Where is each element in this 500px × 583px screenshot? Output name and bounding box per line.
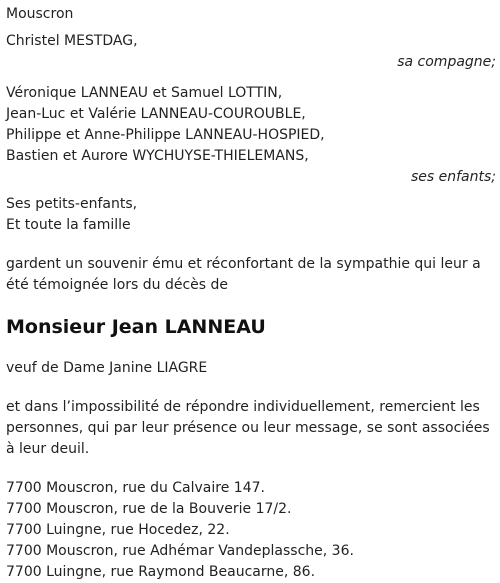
spacer	[6, 236, 496, 254]
spacer	[6, 379, 496, 397]
child-line: Jean-Luc et Valérie LANNEAU-COUROUBLE,	[6, 106, 306, 122]
spouse-name: Christel MESTDAG,	[6, 33, 138, 49]
widower-of: veuf de Dame Janine LIAGRE	[6, 360, 208, 376]
child-line: Philippe et Anne-Philippe LANNEAU-HOSPIED,	[6, 127, 325, 143]
address-line: 7700 Mouscron, rue du Calvaire 147.	[6, 480, 265, 496]
children-role: ses enfants;	[410, 169, 496, 185]
address-line: 7700 Luingne, rue Raymond Beaucarne, 86.	[6, 564, 316, 580]
family-line: Ses petits-enfants,	[6, 196, 138, 212]
spacer	[6, 296, 496, 314]
spouse-role: sa compagne;	[397, 54, 496, 70]
address-line: 7700 Luingne, rue Hocedez, 22.	[6, 522, 230, 538]
deceased-name: Monsieur Jean LANNEAU	[6, 316, 266, 338]
child-line: Véronique LANNEAU et Samuel LOTTIN,	[6, 85, 283, 101]
thanks-paragraph: et dans l’impossibilité de répondre individuellement, remercient les personnes, qui par leur présence ou leur message, se sont associées à leur deuil.	[6, 399, 490, 457]
address-line: 7700 Mouscron, rue de la Bouverie 17/2.	[6, 501, 292, 517]
family-line: Et toute la famille	[6, 217, 131, 233]
spacer	[6, 73, 496, 83]
intro-paragraph: gardent un souvenir ému et réconfortant de la sympathie qui leur a été témoignée lors du décès de	[6, 256, 481, 293]
child-line: Bastien et Aurore WYCHUYSE-THIELEMANS,	[6, 148, 309, 164]
spacer	[6, 340, 496, 358]
thank-you-notice	[6, 4, 496, 583]
address-line: 7700 Mouscron, rue Adhémar Vandeplassche, 36.	[6, 543, 354, 559]
spacer	[6, 460, 496, 478]
location: Mouscron	[6, 6, 74, 22]
